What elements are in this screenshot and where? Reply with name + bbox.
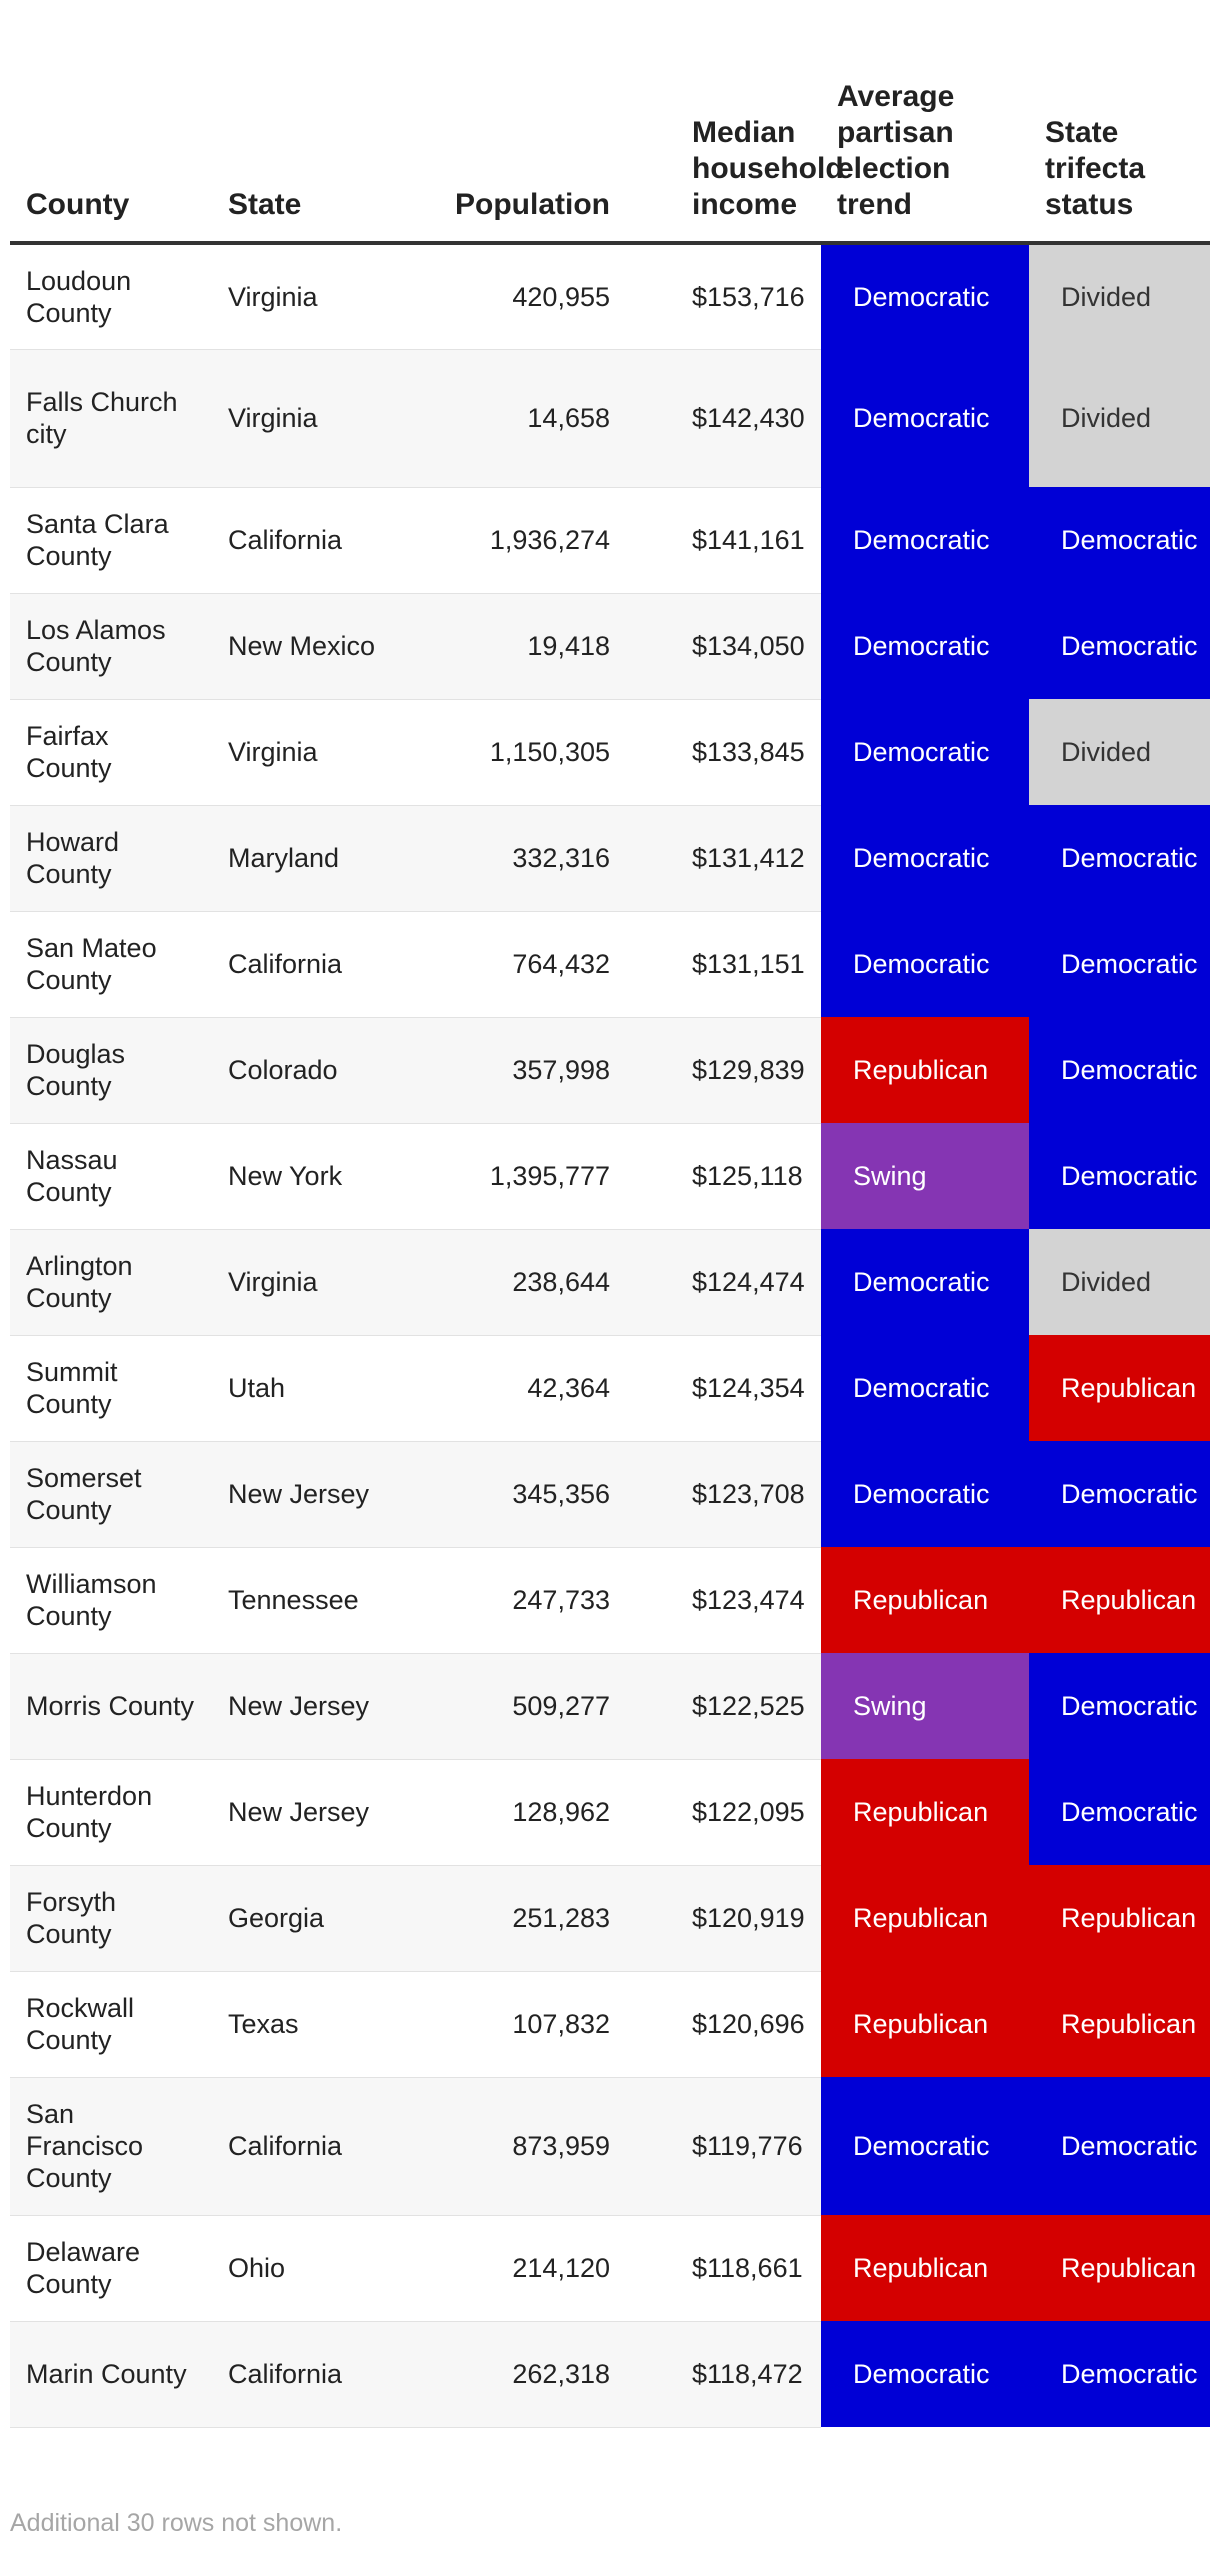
trifecta-cell: Divided: [1029, 243, 1210, 349]
income-cell: $123,708: [628, 1441, 821, 1547]
population-cell: 1,395,777: [392, 1123, 628, 1229]
state-cell: Texas: [212, 1971, 392, 2077]
state-cell: Colorado: [212, 1017, 392, 1123]
county-cell: Loudoun County: [10, 243, 212, 349]
trend-cell: Democratic: [821, 911, 1029, 1017]
income-cell: $142,430: [628, 349, 821, 487]
table-row: [10, 1971, 1210, 2077]
trifecta-cell: Democratic: [1029, 1441, 1210, 1547]
population-cell: 247,733: [392, 1547, 628, 1653]
population-cell: 262,318: [392, 2321, 628, 2427]
table-row: [10, 1441, 1210, 1547]
income-cell: $120,919: [628, 1865, 821, 1971]
county-cell: Douglas County: [10, 1017, 212, 1123]
county-cell: San Mateo County: [10, 911, 212, 1017]
state-cell: Virginia: [212, 1229, 392, 1335]
county-cell: Delaware County: [10, 2215, 212, 2321]
income-cell: $129,839: [628, 1017, 821, 1123]
trend-cell: Democratic: [821, 2321, 1029, 2427]
table-row: [10, 1759, 1210, 1865]
trend-cell: Republican: [821, 1759, 1029, 1865]
income-cell: $124,354: [628, 1335, 821, 1441]
state-cell: California: [212, 911, 392, 1017]
trend-cell: Democratic: [821, 349, 1029, 487]
table-row: [10, 1547, 1210, 1653]
table-row: [10, 349, 1210, 487]
rows-not-shown-note: Additional 30 rows not shown.: [10, 2509, 343, 2537]
table-header: [10, 0, 1210, 243]
state-cell: Virginia: [212, 349, 392, 487]
population-cell: 214,120: [392, 2215, 628, 2321]
trend-cell: Democratic: [821, 699, 1029, 805]
population-cell: 128,962: [392, 1759, 628, 1865]
state-cell: Utah: [212, 1335, 392, 1441]
income-cell: $134,050: [628, 593, 821, 699]
population-cell: 42,364: [392, 1335, 628, 1441]
trifecta-cell: Republican: [1029, 1971, 1210, 2077]
trifecta-cell: Divided: [1029, 1229, 1210, 1335]
trifecta-cell: Republican: [1029, 1547, 1210, 1653]
trifecta-cell: Democratic: [1029, 1123, 1210, 1229]
trifecta-cell: Democratic: [1029, 593, 1210, 699]
income-cell: $118,661: [628, 2215, 821, 2321]
trifecta-cell: Democratic: [1029, 2321, 1210, 2427]
county-cell: Howard County: [10, 805, 212, 911]
income-cell: $131,412: [628, 805, 821, 911]
state-cell: Virginia: [212, 699, 392, 805]
state-cell: New Jersey: [212, 1759, 392, 1865]
state-cell: New Mexico: [212, 593, 392, 699]
population-cell: 345,356: [392, 1441, 628, 1547]
trifecta-cell: Republican: [1029, 2215, 1210, 2321]
trifecta-cell: Democratic: [1029, 1017, 1210, 1123]
trend-cell: Republican: [821, 1017, 1029, 1123]
population-cell: 873,959: [392, 2077, 628, 2215]
income-cell: $131,151: [628, 911, 821, 1017]
trend-cell: Democratic: [821, 1229, 1029, 1335]
county-cell: Arlington County: [10, 1229, 212, 1335]
county-table-container: [10, 0, 1210, 2428]
trend-cell: Democratic: [821, 593, 1029, 699]
state-cell: New Jersey: [212, 1653, 392, 1759]
county-cell: Forsyth County: [10, 1865, 212, 1971]
trifecta-column-header[interactable]: State trifecta status: [1029, 0, 1210, 243]
population-cell: 509,277: [392, 1653, 628, 1759]
income-cell: $123,474: [628, 1547, 821, 1653]
trend-cell: Swing: [821, 1123, 1029, 1229]
trifecta-cell: Divided: [1029, 349, 1210, 487]
state-cell: Ohio: [212, 2215, 392, 2321]
table-body: [10, 243, 1210, 2427]
trend-cell: Republican: [821, 1547, 1029, 1653]
trifecta-cell: Democratic: [1029, 805, 1210, 911]
header-row: [10, 0, 1210, 243]
trend-cell: Democratic: [821, 2077, 1029, 2215]
table-row: [10, 2321, 1210, 2427]
state-cell: California: [212, 2077, 392, 2215]
table-row: [10, 805, 1210, 911]
trifecta-cell: Democratic: [1029, 911, 1210, 1017]
income-cell: $119,776: [628, 2077, 821, 2215]
state-cell: Tennessee: [212, 1547, 392, 1653]
county-cell: Summit County: [10, 1335, 212, 1441]
county-cell: San Francisco County: [10, 2077, 212, 2215]
trend-cell: Democratic: [821, 243, 1029, 349]
trend-cell: Democratic: [821, 1335, 1029, 1441]
table-row: [10, 1865, 1210, 1971]
income-cell: $120,696: [628, 1971, 821, 2077]
trend-cell: Democratic: [821, 805, 1029, 911]
state-cell: Maryland: [212, 805, 392, 911]
population-cell: 14,658: [392, 349, 628, 487]
trifecta-cell: Divided: [1029, 699, 1210, 805]
trend-cell: Democratic: [821, 487, 1029, 593]
population-cell: 238,644: [392, 1229, 628, 1335]
state-cell: California: [212, 2321, 392, 2427]
table-row: [10, 487, 1210, 593]
state-cell: Georgia: [212, 1865, 392, 1971]
income-cell: $133,845: [628, 699, 821, 805]
income-cell: $141,161: [628, 487, 821, 593]
population-column-header[interactable]: Population: [392, 0, 628, 243]
trend-cell: Republican: [821, 1865, 1029, 1971]
state-cell: Virginia: [212, 243, 392, 349]
population-cell: 357,998: [392, 1017, 628, 1123]
population-cell: 332,316: [392, 805, 628, 911]
table-row: [10, 699, 1210, 805]
income-cell: $124,474: [628, 1229, 821, 1335]
state-cell: New Jersey: [212, 1441, 392, 1547]
county-cell: Marin County: [10, 2321, 212, 2427]
county-column-header[interactable]: County: [10, 0, 212, 243]
county-cell: Morris County: [10, 1653, 212, 1759]
population-cell: 107,832: [392, 1971, 628, 2077]
table-row: [10, 1229, 1210, 1335]
county-cell: Williamson County: [10, 1547, 212, 1653]
income-cell: $118,472: [628, 2321, 821, 2427]
trend-cell: Republican: [821, 2215, 1029, 2321]
county-cell: Nassau County: [10, 1123, 212, 1229]
table-row: [10, 1017, 1210, 1123]
trend-cell: Swing: [821, 1653, 1029, 1759]
table-row: [10, 1335, 1210, 1441]
county-cell: Santa Clara County: [10, 487, 212, 593]
income-cell: $153,716: [628, 243, 821, 349]
population-cell: 764,432: [392, 911, 628, 1017]
state-column-header[interactable]: State: [212, 0, 392, 243]
state-cell: New York: [212, 1123, 392, 1229]
table-row: [10, 2077, 1210, 2215]
table-row: [10, 1653, 1210, 1759]
trend-column-header[interactable]: Average partisan election trend: [821, 0, 1029, 243]
table-row: [10, 593, 1210, 699]
county-cell: Los Alamos County: [10, 593, 212, 699]
table-row: [10, 1123, 1210, 1229]
income-cell: $122,095: [628, 1759, 821, 1865]
county-cell: Hunterdon County: [10, 1759, 212, 1865]
trifecta-cell: Democratic: [1029, 1653, 1210, 1759]
county-cell: Falls Church city: [10, 349, 212, 487]
county-cell: Rockwall County: [10, 1971, 212, 2077]
state-cell: California: [212, 487, 392, 593]
population-cell: 19,418: [392, 593, 628, 699]
trend-cell: Republican: [821, 1971, 1029, 2077]
table-row: [10, 2215, 1210, 2321]
population-cell: 420,955: [392, 243, 628, 349]
trifecta-cell: Democratic: [1029, 1759, 1210, 1865]
table-row: [10, 243, 1210, 349]
population-cell: 1,936,274: [392, 487, 628, 593]
table-row: [10, 911, 1210, 1017]
trifecta-cell: Republican: [1029, 1865, 1210, 1971]
population-cell: 251,283: [392, 1865, 628, 1971]
trend-cell: Democratic: [821, 1441, 1029, 1547]
trifecta-cell: Democratic: [1029, 487, 1210, 593]
trifecta-cell: Republican: [1029, 1335, 1210, 1441]
income-cell: $122,525: [628, 1653, 821, 1759]
income-cell: $125,118: [628, 1123, 821, 1229]
population-cell: 1,150,305: [392, 699, 628, 805]
income-column-header[interactable]: Median household income: [628, 0, 821, 243]
county-cell: Fairfax County: [10, 699, 212, 805]
trifecta-cell: Democratic: [1029, 2077, 1210, 2215]
county-income-table: [10, 0, 1210, 2428]
county-cell: Somerset County: [10, 1441, 212, 1547]
